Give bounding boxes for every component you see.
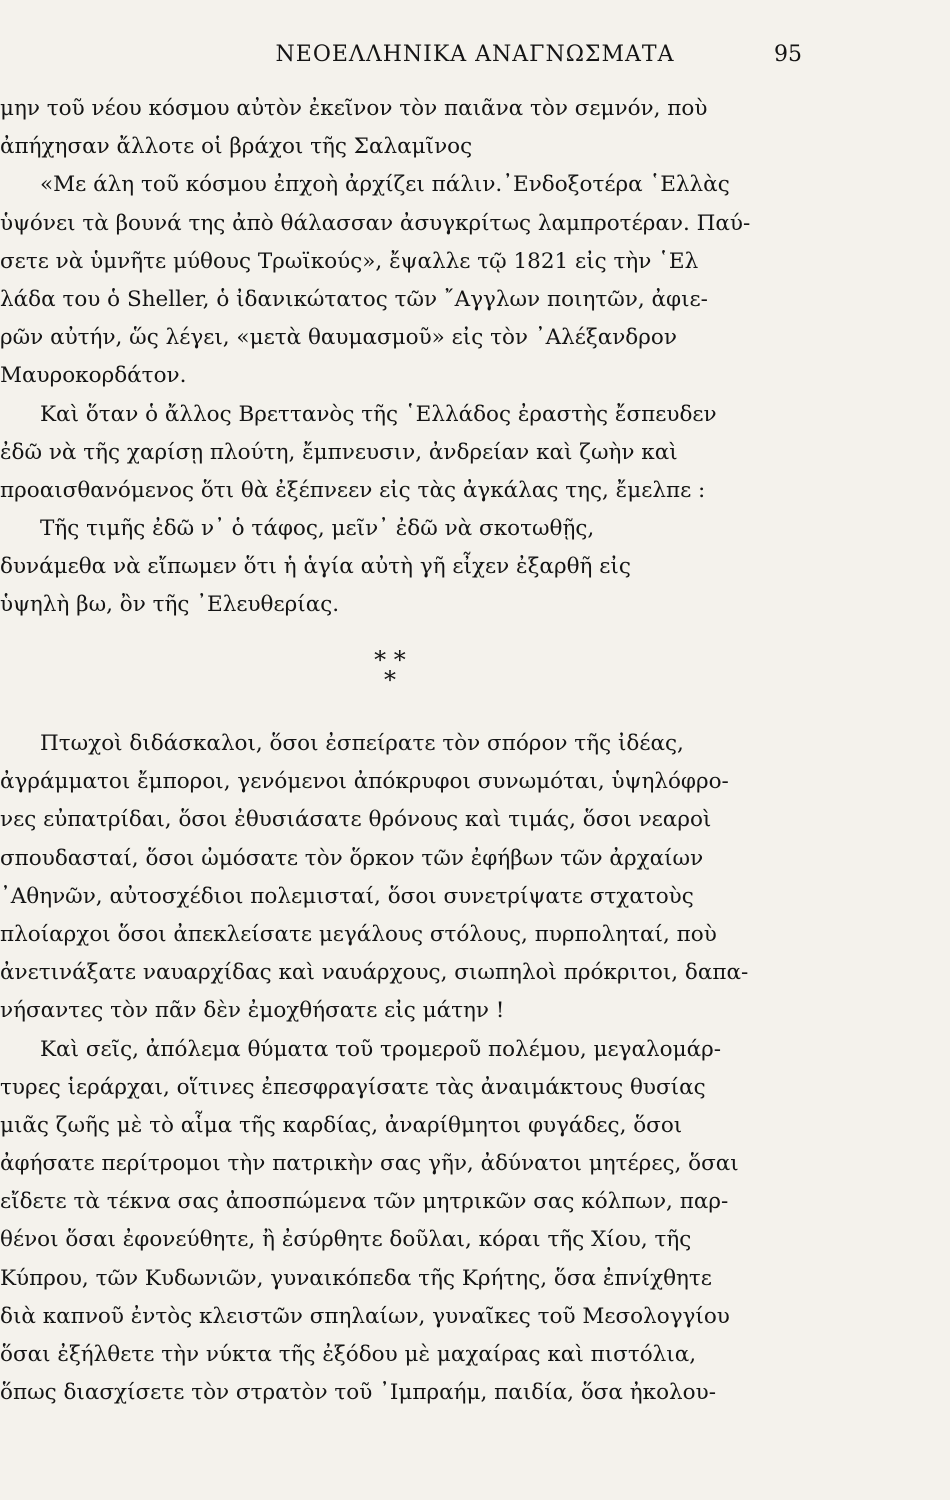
text-line: ἀφήσατε περίτρομοι τὴν πατρικὴν σας γῆν, ἀδύνατοι μητέρες, ὅσαι xyxy=(0,1151,739,1177)
text-line: Κύπρου, τῶν Κυδωνιῶν, γυναικόπεδα τῆς Κρήτης, ὅσα ἐπνίχθητε xyxy=(0,1265,712,1291)
text-line: ὅσαι ἐξήλθετε τὴν νύκτα τῆς ἐξόδου μὲ μαχαίρας καὶ πιστόλια, xyxy=(0,1342,697,1367)
text-line: ἐδῶ νὰ τῆς χαρίσῃ πλούτη, ἔμπνευσιν, ἀνδρείαν καὶ ζωὴν καὶ xyxy=(0,439,678,465)
text-block-1 xyxy=(0,90,805,625)
text-line: ἀνετινάξατε ναυαρχίδας καὶ ναυάρχους, σιωπηλοὶ πρόκριτοι, δαπα- xyxy=(0,960,749,986)
separator-stars-top: * * xyxy=(374,646,406,674)
text-line: Καὶ ὅταν ὁ ἄλλος Βρεττανὸς τῆς ῾Ελλάδος ἐραστὴς ἔσπευδεν xyxy=(40,401,717,427)
text-line: ρῶν αὐτήν, ὥς λέγει, «μετὰ θαυμασμοῦ» εἰς τὸν ᾿Αλέξανδρον xyxy=(0,325,677,351)
text-line: ᾿Αθηνῶν, αὐτοσχέδιοι πολεμισταί, ὅσοι συνετρίψατε στχατοὺς xyxy=(0,883,694,909)
text-line: λάδα του ὁ Sheller, ὁ ἰδανικώτατος τῶν ῎Αγγλων ποιητῶν, ἀφιε- xyxy=(0,286,708,312)
separator-stars-bottom: * xyxy=(384,666,396,694)
text-line: μιᾶς ζωῆς μὲ τὸ αἷμα τῆς καρδίας, ἀναρίθμητοι φυγάδες, ὅσοι xyxy=(0,1112,683,1138)
text-line: δυνάμεθα νὰ εἴπωμεν ὅτι ἡ ἁγία αὐτὴ γῆ εἶχεν ἐξαρθῆ εἰς xyxy=(0,554,631,580)
text-line: ὑψόνει τὰ βουνά της ἀπὸ θάλασσαν ἀσυγκρίτως λαμπροτέραν. Παύ- xyxy=(0,210,751,236)
text-line: ὅπως διασχίσετε τὸν στρατὸν τοῦ ᾿Ιμπραήμ, παιδία, ὅσα ἠκολου- xyxy=(0,1380,716,1406)
text-line: Καὶ σεῖς, ἀπόλεμα θύματα τοῦ τρομεροῦ πολέμου, μεγαλομάρ- xyxy=(40,1036,721,1062)
text-line: θένοι ὅσαι ἐφονεύθητε, ἢ ἐσύρθητε δοῦλαι, κόραι τῆς Χίου, τῆς xyxy=(0,1227,692,1253)
text-block-2 xyxy=(0,725,805,1412)
text-line: μην τοῦ νέου κόσμου αὐτὸν ἐκεῖνον τὸν παιᾶνα τὸν σεμνόν, ποὺ xyxy=(0,96,708,121)
text-line: διὰ καπνοῦ ἐντὸς κλειστῶν σπηλαίων, γυναῖκες τοῦ Μεσολογγίου xyxy=(0,1303,730,1329)
text-line: νήσαντες τὸν πᾶν δὲν ἐμοχθήσατε εἰς μάτην ! xyxy=(0,998,505,1024)
section-separator xyxy=(360,646,420,694)
text-line: Πτωχοὶ διδάσκαλοι, ὅσοι ἐσπείρατε τὸν σπόρον τῆς ἰδέας, xyxy=(40,731,684,756)
text-line: ἀπήχησαν ἄλλοτε οἱ βράχοι τῆς Σαλαμῖνος xyxy=(0,134,473,160)
text-line: ὑψηλὴ βω, ὂν τῆς ᾿Ελευθερίας. xyxy=(0,592,340,618)
text-line: ἀγράμματοι ἔμποροι, γενόμενοι ἀπόκρυφοι συνωμόται, ὑψηλόφρο- xyxy=(0,769,729,795)
page-number: 95 xyxy=(774,42,802,67)
text-line: Τῆς τιμῆς ἐδῶ ν᾿ ὁ τάφος, μεῖν᾿ ἐδῶ νὰ σκοτωθῇς, xyxy=(40,516,595,542)
text-line: σπουδασταί, ὅσοι ὠμόσατε τὸν ὅρκον τῶν ἐφήβων τῶν ἀρχαίων xyxy=(0,845,704,871)
running-header-title: ΝΕΟΕΛΛΗΝΙΚΑ ΑΝΑΓΝΩΣΜΑΤΑ xyxy=(275,42,675,67)
text-line: «Με άλη τοῦ κόσμου ἐπχοὴ ἀρχίζει πάλιν.᾿Ενδοξοτέρα ῾Ελλὰς xyxy=(40,172,730,198)
text-line: εἴδετε τὰ τέκνα σας ἀποσπώμενα τῶν μητρικῶν σας κόλπων, παρ- xyxy=(0,1189,729,1215)
text-line: Μαυροκορδάτον. xyxy=(0,363,187,389)
text-line: προαισθανόμενος ὅτι θὰ ἐξέπνεεν εἰς τὰς ἀγκάλας της, ἔμελπε : xyxy=(0,477,706,503)
text-line: νες εὐπατρίδαι, ὅσοι ἐθυσιάσατε θρόνους καὶ τιμάς, ὅσοι νεαροὶ xyxy=(0,807,712,833)
text-line: τυρες ἱεράρχαι, οἵτινες ἐπεσφραγίσατε τὰς ἀναιμάκτους θυσίας xyxy=(0,1074,706,1100)
text-line: πλοίαρχοι ὅσοι ἀπεκλείσατε μεγάλους στόλους, πυρποληταί, ποὺ xyxy=(0,921,717,947)
text-line: σετε νὰ ὑμνῆτε μύθους Τρωϊκούς», ἔψαλλε τῷ 1821 εἰς τὴν ῾Ελ xyxy=(0,248,699,274)
